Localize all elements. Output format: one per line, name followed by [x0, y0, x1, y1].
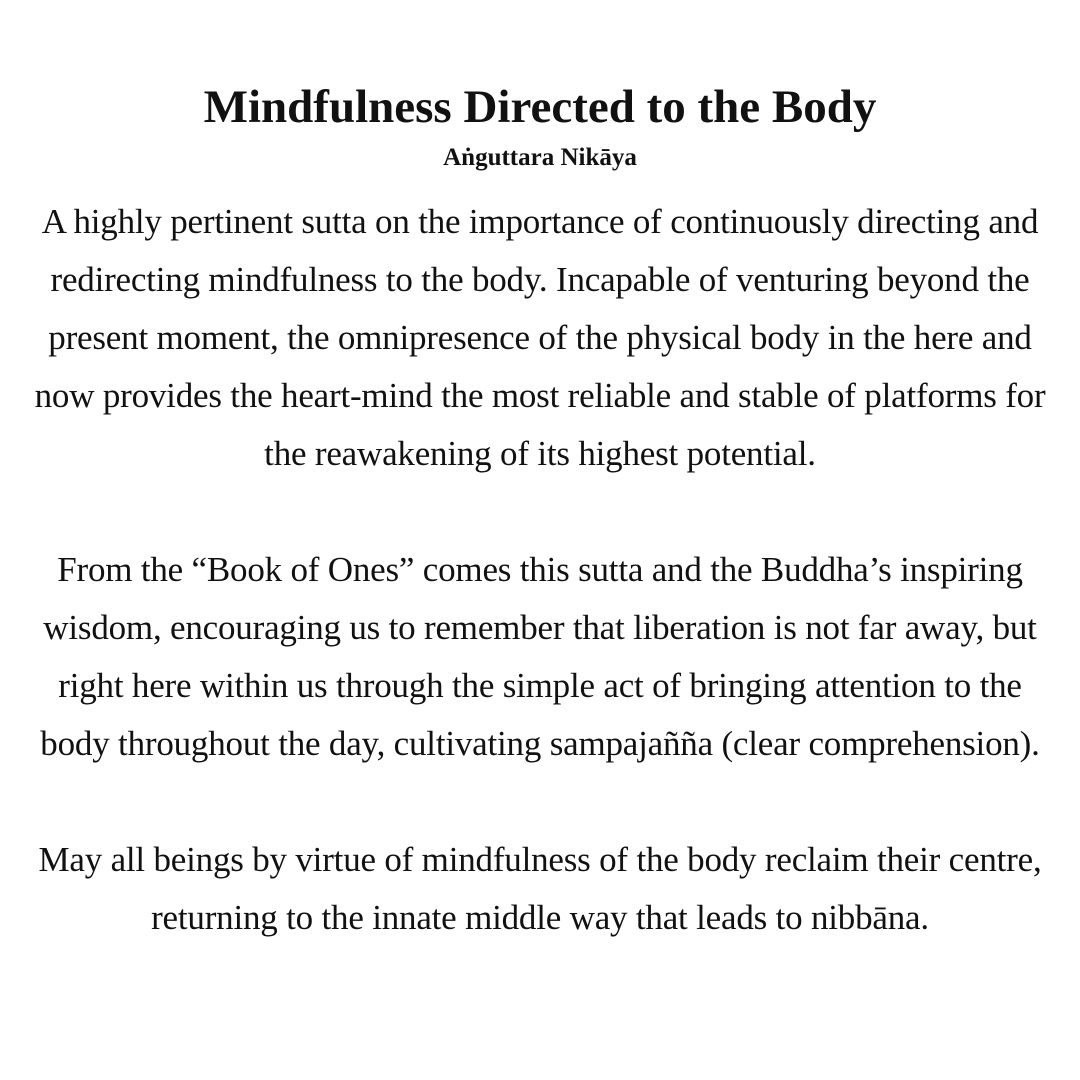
paragraph-intro: A highly pertinent sutta on the importance of continuously directing and redirecting mindfulness to the body. Incapable of venturing beyond the present moment, the omnipresence of the physical body in the here and now provides the heart-mind the most reliable and stable of platforms for the reawakening of its highest potential. — [34, 202, 1046, 473]
page-title: Mindfulness Directed to the Body — [203, 81, 877, 133]
paragraph-spacer — [28, 483, 1052, 541]
paragraph-book-of-ones: From the “Book of Ones” comes this sutta and the Buddha’s inspiring wisdom, encouraging us to remember that liberation is not far away, but right here within us through the simple act of bringing attention to the body throughout the day, cultivating sampajañña (clear comprehension). — [40, 550, 1040, 763]
paragraph-blessing: May all beings by virtue of mindfulness of the body reclaim their centre, returning to the innate middle way that leads to nibbāna. — [38, 840, 1042, 937]
paragraph-spacer — [28, 773, 1052, 831]
page-subtitle: Aṅguttara Nikāya — [443, 144, 637, 171]
